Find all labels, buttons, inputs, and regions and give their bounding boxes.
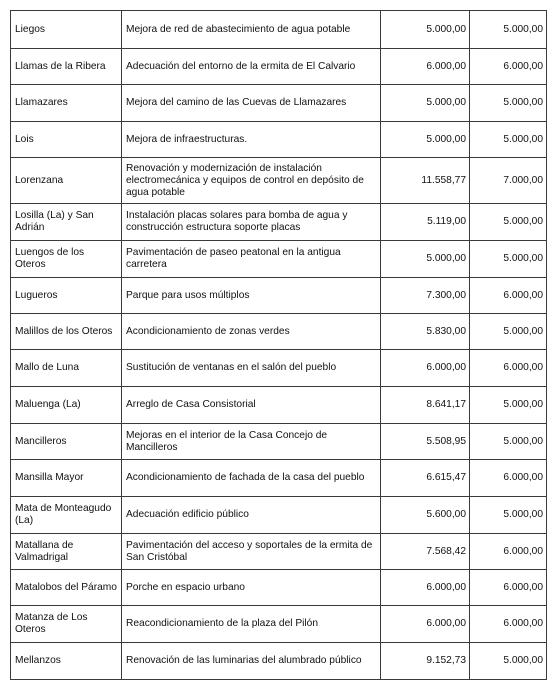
amount-granted-cell: 5.000,00 — [470, 387, 547, 424]
amount-requested-cell: 7.300,00 — [381, 278, 470, 314]
town-cell: Llamazares — [11, 85, 122, 122]
amount-granted-cell: 6.000,00 — [470, 534, 547, 570]
amount-requested-cell: 5.830,00 — [381, 314, 470, 350]
amount-granted-cell: 6.000,00 — [470, 570, 547, 606]
amount-requested-cell: 5.119,00 — [381, 204, 470, 241]
town-cell: Llamas de la Ribera — [11, 49, 122, 85]
amount-requested-cell: 11.558,77 — [381, 158, 470, 204]
description-cell: Mejoras en el interior de la Casa Concejo de Mancilleros — [122, 424, 381, 460]
town-cell: Matallana de Valmadrigal — [11, 534, 122, 570]
town-cell: Mallo de Luna — [11, 350, 122, 387]
amount-granted-cell: 5.000,00 — [470, 241, 547, 278]
amount-granted-cell: 6.000,00 — [470, 460, 547, 497]
town-cell: Luengos de los Oteros — [11, 241, 122, 278]
amount-granted-cell: 7.000,00 — [470, 158, 547, 204]
amount-requested-cell: 5.000,00 — [381, 85, 470, 122]
amount-requested-cell: 6.615,47 — [381, 460, 470, 497]
table-row — [11, 314, 547, 350]
town-cell: Mellanzos — [11, 643, 122, 680]
description-cell: Porche en espacio urbano — [122, 570, 381, 606]
amount-granted-cell: 6.000,00 — [470, 278, 547, 314]
table-row — [11, 85, 547, 122]
town-cell: Malillos de los Oteros — [11, 314, 122, 350]
table-row — [11, 278, 547, 314]
description-cell: Acondicionamiento de fachada de la casa del pueblo — [122, 460, 381, 497]
table-row — [11, 49, 547, 85]
amount-granted-cell: 5.000,00 — [470, 497, 547, 534]
table-row — [11, 643, 547, 680]
description-cell: Mejora del camino de las Cuevas de Llamazares — [122, 85, 381, 122]
table-row — [11, 606, 547, 643]
amount-requested-cell: 6.000,00 — [381, 49, 470, 85]
table-row — [11, 241, 547, 278]
amount-requested-cell: 5.508,95 — [381, 424, 470, 460]
table-row — [11, 424, 547, 460]
description-cell: Mejora de red de abastecimiento de agua potable — [122, 11, 381, 49]
table-row — [11, 387, 547, 424]
amount-granted-cell: 6.000,00 — [470, 606, 547, 643]
amount-requested-cell: 5.600,00 — [381, 497, 470, 534]
town-cell: Liegos — [11, 11, 122, 49]
amount-requested-cell: 7.568,42 — [381, 534, 470, 570]
town-cell: Losilla (La) y San Adrián — [11, 204, 122, 241]
town-cell: Lois — [11, 122, 122, 158]
description-cell: Renovación de las luminarias del alumbrado público — [122, 643, 381, 680]
town-cell: Mancilleros — [11, 424, 122, 460]
amount-granted-cell: 5.000,00 — [470, 314, 547, 350]
amount-granted-cell: 5.000,00 — [470, 643, 547, 680]
amount-granted-cell: 6.000,00 — [470, 49, 547, 85]
amount-requested-cell: 5.000,00 — [381, 241, 470, 278]
amount-granted-cell: 5.000,00 — [470, 122, 547, 158]
town-cell: Lugueros — [11, 278, 122, 314]
amount-granted-cell: 5.000,00 — [470, 85, 547, 122]
town-cell: Mata de Monteagudo (La) — [11, 497, 122, 534]
table-row — [11, 570, 547, 606]
table-row — [11, 122, 547, 158]
table-row — [11, 350, 547, 387]
amount-requested-cell: 8.641,17 — [381, 387, 470, 424]
description-cell: Mejora de infraestructuras. — [122, 122, 381, 158]
town-cell: Matanza de Los Oteros — [11, 606, 122, 643]
amount-requested-cell: 5.000,00 — [381, 11, 470, 49]
amount-requested-cell: 6.000,00 — [381, 606, 470, 643]
town-cell: Matalobos del Páramo — [11, 570, 122, 606]
description-cell: Renovación y modernización de instalación electromecánica y equipos de control en depósito de agua potable — [122, 158, 381, 204]
description-cell: Parque para usos múltiplos — [122, 278, 381, 314]
amount-granted-cell: 6.000,00 — [470, 350, 547, 387]
town-cell: Lorenzana — [11, 158, 122, 204]
description-cell: Arreglo de Casa Consistorial — [122, 387, 381, 424]
amount-requested-cell: 9.152,73 — [381, 643, 470, 680]
amount-requested-cell: 5.000,00 — [381, 122, 470, 158]
table-row — [11, 497, 547, 534]
description-cell: Adecuación edificio público — [122, 497, 381, 534]
table-row — [11, 460, 547, 497]
amount-granted-cell: 5.000,00 — [470, 424, 547, 460]
amount-granted-cell: 5.000,00 — [470, 11, 547, 49]
amount-requested-cell: 6.000,00 — [381, 570, 470, 606]
amount-granted-cell: 5.000,00 — [470, 204, 547, 241]
table-row — [11, 11, 547, 49]
table-row — [11, 204, 547, 241]
description-cell: Pavimentación del acceso y soportales de la ermita de San Cristóbal — [122, 534, 381, 570]
description-cell: Reacondicionamiento de la plaza del Pilón — [122, 606, 381, 643]
description-cell: Pavimentación de paseo peatonal en la antigua carretera — [122, 241, 381, 278]
description-cell: Sustitución de ventanas en el salón del pueblo — [122, 350, 381, 387]
table-row — [11, 534, 547, 570]
description-cell: Instalación placas solares para bomba de agua y construcción estructura soporte placas — [122, 204, 381, 241]
grants-table — [10, 10, 547, 680]
grants-table-body — [11, 11, 547, 680]
town-cell: Maluenga (La) — [11, 387, 122, 424]
description-cell: Adecuación del entorno de la ermita de El Calvario — [122, 49, 381, 85]
town-cell: Mansilla Mayor — [11, 460, 122, 497]
description-cell: Acondicionamiento de zonas verdes — [122, 314, 381, 350]
table-row — [11, 158, 547, 204]
amount-requested-cell: 6.000,00 — [381, 350, 470, 387]
